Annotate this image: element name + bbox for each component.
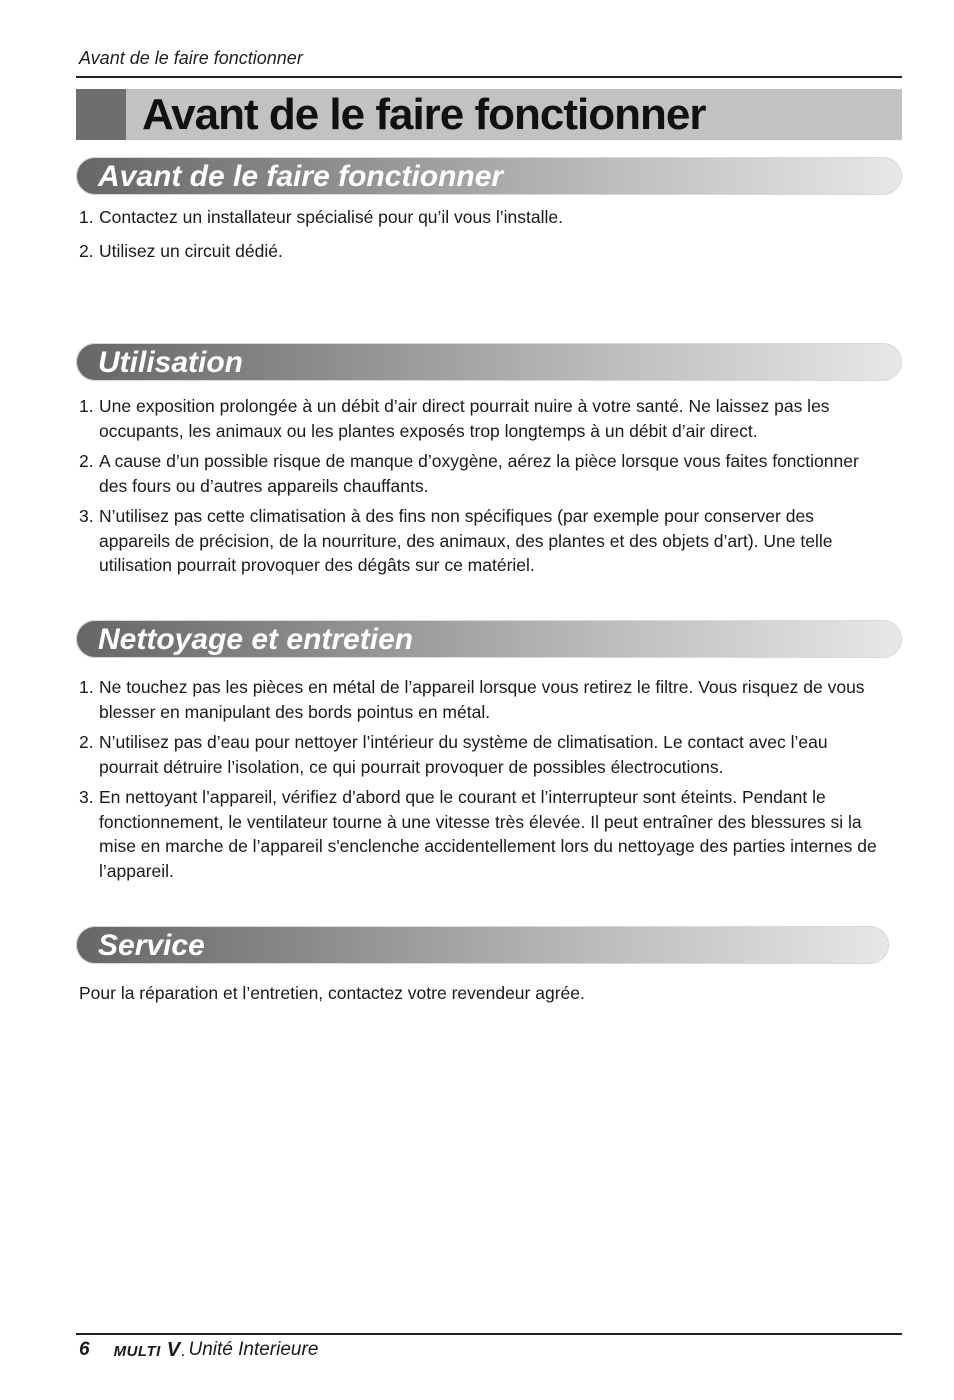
section-title: Nettoyage et entretien	[98, 623, 414, 656]
item-number: 3.	[79, 787, 94, 807]
section-title: Avant de le faire fonctionner	[98, 160, 504, 193]
list-item	[79, 730, 879, 779]
item-number: 2.	[79, 451, 94, 471]
title-accent-block	[76, 89, 126, 140]
list-avant	[79, 205, 879, 269]
item-text: En nettoyant l’appareil, vérifiez d’abord que le courant et l’interrupteur sont éteints. Pendant le fonctionnement, le ventilateur tourne à une vitesse très élevée. Il peut entraîner des blessures si la mise en marche de l’appareil s'enclenche accidentellement lors du nettoyage des parties internes de l’appareil.	[99, 787, 877, 881]
list-item	[79, 239, 879, 264]
brand-logo-multi: MULTI	[113, 1342, 161, 1360]
item-number: 1.	[79, 396, 94, 416]
item-text: Une exposition prolongée à un débit d’air direct pourrait nuire à votre santé. Ne laissez pas les occupants, les animaux ou les plantes exposés trop longtemps à un débit d’air direct.	[99, 396, 830, 441]
list-nettoyage	[79, 675, 879, 889]
item-text: N’utilisez pas d’eau pour nettoyer l’intérieur du système de climatisation. Le contact avec l’eau pourrait détruire l’isolation, ce qui pourrait provoquer de possibles électrocutions.	[99, 732, 828, 777]
page-footer	[79, 1338, 318, 1362]
brand-logo-v: V	[166, 1338, 181, 1361]
list-item	[79, 394, 879, 443]
footer-label: Unité Interieure	[188, 1339, 319, 1360]
page-title-bar	[76, 89, 902, 140]
item-text: Contactez un installateur spécialisé pour qu’il vous l’installe.	[99, 207, 563, 227]
footer-rule	[76, 1333, 902, 1335]
item-text: A cause d’un possible risque de manque d’oxygène, aérez la pièce lorsque vous faites fonctionner des fours ou d’autres appareils chauffants.	[99, 451, 859, 496]
section-title: Service	[98, 929, 205, 962]
section-header-avant	[76, 157, 902, 195]
item-text: Ne touchez pas les pièces en métal de l’appareil lorsque vous retirez le filtre. Vous risquez de vous blesser en manipulant des bords pointus en métal.	[99, 677, 865, 722]
list-item	[79, 504, 879, 578]
brand-logo	[114, 1339, 185, 1362]
header-rule	[76, 76, 902, 78]
list-item	[79, 785, 879, 883]
item-text: N’utilisez pas cette climatisation à des fins non spécifiques (par exemple pour conserver des appareils de précision, de la nourriture, des animaux, des plantes et des objets d’art). Une telle utilisation pourrait provoquer des dégâts sur ce matériel.	[99, 506, 833, 575]
item-text: Utilisez un circuit dédié.	[99, 240, 283, 261]
item-number: 2.	[79, 732, 94, 752]
item-number: 1.	[79, 207, 94, 227]
page-title: Avant de le faire fonctionner	[142, 90, 706, 139]
running-header: Avant de le faire fonctionner	[79, 48, 303, 68]
list-item	[79, 675, 879, 724]
section-header-utilisation	[76, 343, 902, 381]
section-header-nettoyage	[76, 620, 902, 658]
list-utilisation	[79, 394, 879, 584]
service-text: Pour la réparation et l’entretien, contactez votre revendeur agrée.	[79, 983, 585, 1003]
list-item	[79, 449, 879, 498]
page-number: 6	[79, 1339, 90, 1360]
item-number: 2.	[79, 240, 94, 261]
brand-logo-dot: .	[181, 1344, 185, 1359]
item-number: 1.	[79, 677, 94, 697]
item-number: 3.	[79, 506, 94, 526]
list-item	[79, 205, 879, 230]
section-header-service	[76, 926, 889, 964]
section-title: Utilisation	[98, 346, 244, 379]
